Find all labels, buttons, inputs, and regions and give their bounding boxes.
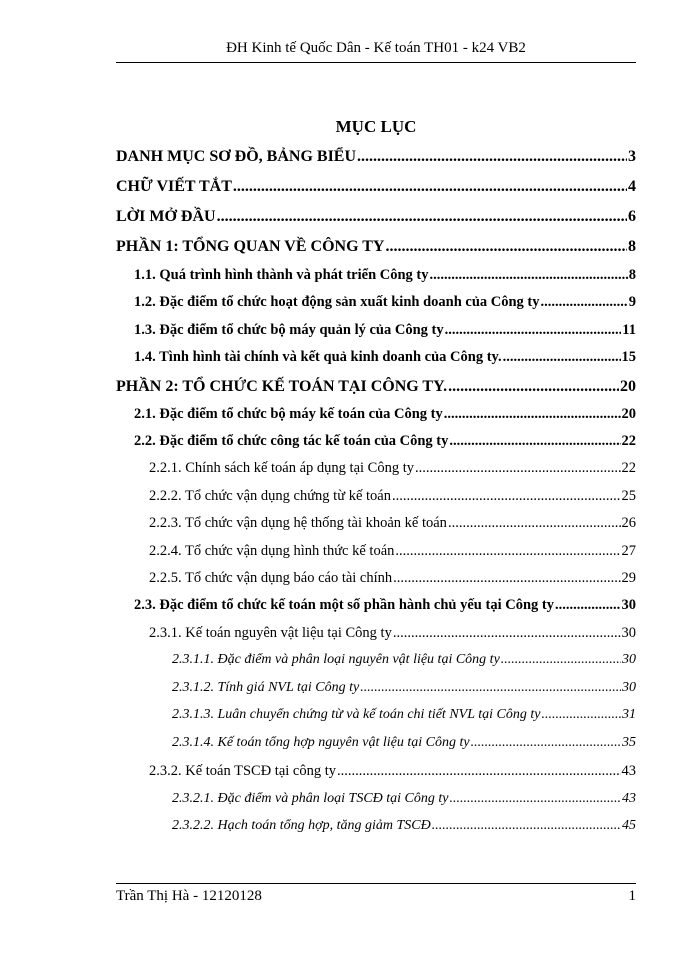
toc-entry [172,818,636,834]
toc-entry [134,433,636,450]
toc-dot-leader [541,294,628,311]
toc-dot-leader [392,488,621,505]
toc-entry [149,460,636,477]
toc-entry-page: 8 [628,238,636,255]
toc-entry [149,763,636,780]
toc-dot-leader [415,460,621,477]
page-header: ĐH Kinh tế Quốc Dân - Kế toán TH01 - k24 VB2 [226,40,526,56]
toc-dot-leader [357,148,627,166]
toc-entry [134,267,636,284]
toc-dot-leader [448,515,621,532]
toc-entry-title: 2.2.4. Tổ chức vận dụng hình thức kế toán [149,543,395,559]
toc-entry [149,515,636,532]
toc-entry-title: CHỮ VIẾT TẮT [116,178,232,195]
toc-dot-leader [503,349,621,366]
toc-entry-title: 2.1. Đặc điểm tổ chức bộ máy kế toán của Công ty [134,406,443,422]
toc-dot-leader [430,267,628,284]
toc-entry [116,148,636,166]
toc-dot-leader [432,818,621,834]
toc-entry-page: 29 [621,570,636,586]
toc-entry-title: 2.3.2.1. Đặc điểm và phân loại TSCĐ tại Công ty [172,791,449,806]
toc-entry [149,570,636,587]
toc-dot-leader [217,208,627,226]
toc-entry-page: 30 [622,680,636,695]
toc-entry-page: 11 [622,322,636,338]
toc-entry-page: 3 [628,148,636,165]
toc-entry-title: 1.3. Đặc điểm tổ chức bộ máy quản lý của Công ty [134,322,444,338]
toc-entry-title: 2.2. Đặc điểm tổ chức công tác kế toán của Công ty [134,433,449,449]
toc-entry-page: 45 [622,818,636,833]
toc-entry [172,707,636,723]
toc-entry-title: 2.2.3. Tổ chức vận dụng hệ thống tài khoản kế toán [149,515,447,531]
toc-entry-title: 2.2.1. Chính sách kế toán áp dụng tại Công ty [149,460,414,476]
toc-entry-page: 9 [628,294,636,310]
toc-entry [134,294,636,311]
toc-entry [172,735,636,751]
toc-entry [116,208,636,226]
toc-entry-title: 2.3.2. Kế toán TSCĐ tại công ty [149,763,337,779]
toc-entry-page: 22 [621,460,636,476]
toc-entry-title: LỜI MỞ ĐẦU [116,208,216,225]
toc-dot-leader [555,597,621,614]
toc-entry-title: 2.3. Đặc điểm tổ chức kế toán một số phần hành chủ yếu tại Công ty [134,597,554,613]
toc-entry [116,178,636,196]
footer-divider [116,883,636,884]
toc-entry [116,378,636,396]
toc-entry [134,406,636,423]
toc-dot-leader [501,652,621,668]
toc-entry-title: 1.1. Quá trình hình thành và phát triển Công ty [134,267,429,283]
toc-entry-page: 15 [621,349,636,365]
toc-dot-leader [385,238,627,256]
toc-dot-leader [448,378,619,396]
toc-entry [116,238,636,256]
toc-dot-leader [444,406,621,423]
toc-entry-page: 30 [621,625,636,641]
toc-dot-leader [471,735,621,751]
toc-entry-page: 20 [621,406,636,422]
toc-dot-leader [233,178,627,196]
toc-entry-page: 31 [622,707,636,722]
toc-entry-page: 30 [621,597,636,613]
toc-entry [149,488,636,505]
toc-entry [134,597,636,614]
toc-entry-page: 25 [621,488,636,504]
toc-dot-leader [449,433,620,450]
toc-entry-title: 2.3.1.4. Kế toán tổng hợp nguyên vật liệu tại Công ty [172,735,470,750]
toc-entry-page: 43 [622,791,636,806]
toc-entry-title: 1.2. Đặc điểm tổ chức hoạt động sản xuất kinh doanh của Công ty [134,294,540,310]
toc-entry-title: DANH MỤC SƠ ĐỒ, BẢNG BIỂU [116,148,357,165]
toc-dot-leader [541,707,621,723]
toc-entry-title: 2.3.2.2. Hạch toán tổng hợp, tăng giảm TSCĐ [172,818,431,833]
toc-dot-leader [337,763,620,780]
toc-entry-title: 2.3.1.3. Luân chuyển chứng từ và kế toán chi tiết NVL tại Công ty [172,707,541,722]
footer-page-number: 1 [628,888,636,904]
toc-entry-title: 1.4. Tình hình tài chính và kết quả kinh doanh của Công ty. [134,349,502,365]
toc-dot-leader [450,791,622,807]
toc-dot-leader [395,543,620,560]
toc-entry [149,543,636,560]
toc-entry-title: 2.2.5. Tổ chức vận dụng báo cáo tài chính [149,570,393,586]
toc-dot-leader [360,680,621,696]
toc-dot-leader [393,570,620,587]
toc-entry-page: 30 [622,652,636,667]
toc-entry-page: 26 [621,515,636,531]
toc-entry-page: 35 [622,735,636,750]
toc-entry-title: PHẦN 1: TỔNG QUAN VỀ CÔNG TY [116,238,385,255]
toc-entry-page: 8 [628,267,636,283]
toc-entry-title: 2.3.1.1. Đặc điểm và phân loại nguyên vật liệu tại Công ty [172,652,500,667]
toc-entry-page: 27 [621,543,636,559]
toc-entry [172,652,636,668]
toc-dot-leader [393,625,621,642]
footer-author: Trần Thị Hà - 12120128 [116,888,262,904]
toc-entry-page: 20 [620,378,636,395]
toc-entry [149,625,636,642]
toc-dot-leader [445,322,622,339]
toc-entry-page: 43 [621,763,636,779]
toc-entry [172,680,636,696]
toc-title: MỤC LỤC [335,117,417,136]
toc-entry-page: 22 [621,433,636,449]
toc-entry-page: 6 [628,208,636,225]
toc-entry-title: 2.3.1. Kế toán nguyên vật liệu tại Công ty [149,625,392,641]
toc-entry-title: 2.3.1.2. Tính giá NVL tại Công ty [172,680,360,695]
toc-entry-title: 2.2.2. Tổ chức vận dụng chứng từ kế toán [149,488,391,504]
toc-entry [134,349,636,366]
toc-entry-page: 4 [628,178,636,195]
toc-entry [134,322,636,339]
toc-entry-title: PHẦN 2: TỔ CHỨC KẾ TOÁN TẠI CÔNG TY. [116,378,448,395]
header-divider [116,62,636,63]
toc-entry [172,791,636,807]
